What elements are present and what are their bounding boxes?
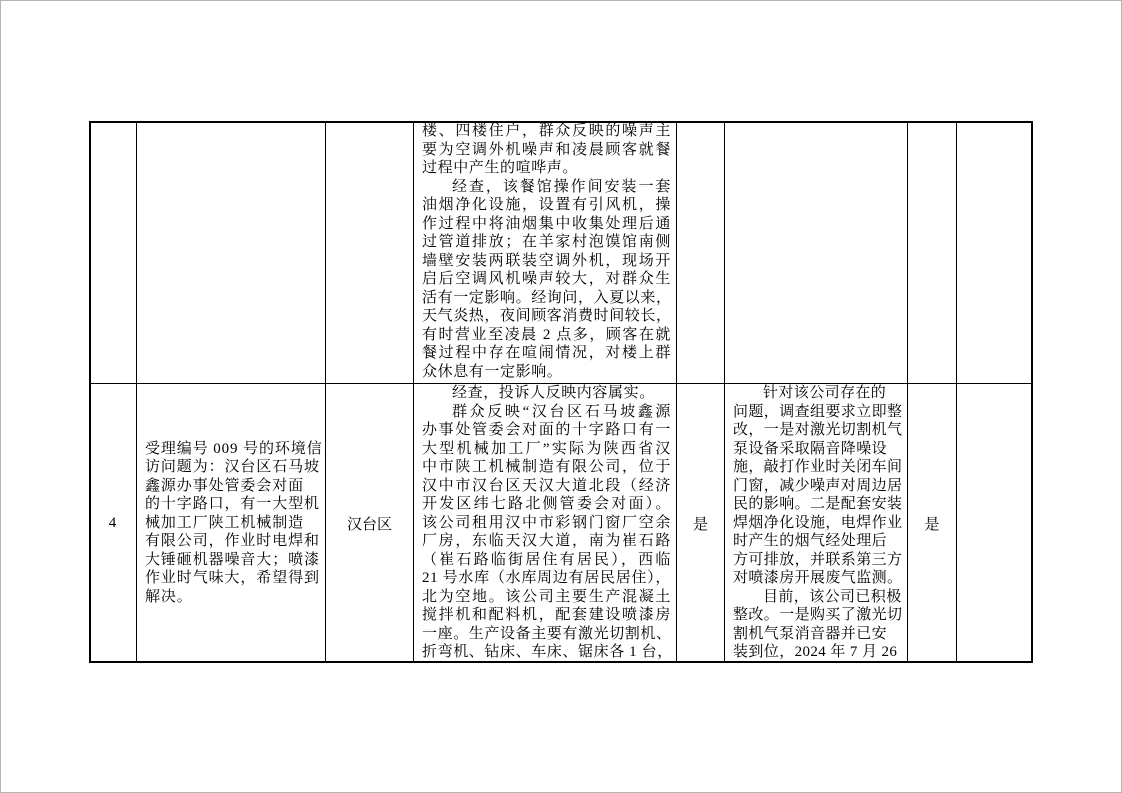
text-line: 焊烟净化设施，电焊作业 [733, 514, 903, 531]
text-line: 整改。一是购买了激光切 [733, 607, 903, 623]
text-line: （崔石路临街居住有居民），西临 [422, 551, 671, 568]
cell-issue [137, 121, 326, 384]
text-line: 大型机械加工厂”实际为陕西省汉 [422, 440, 671, 457]
text-line: 经查，该餐馆操作间安装一套 [452, 178, 671, 195]
text-line: 天气炎热，夜间顾客消费时间较长， [422, 308, 672, 324]
text-line: 解决。 [145, 588, 193, 605]
text-line: 油烟净化设施，设置有引风机，操 [422, 197, 671, 213]
cell-investigation [414, 121, 677, 384]
text-line: 对喷漆房开展废气监测。 [733, 570, 903, 586]
text-line: 问题，调查组要求立即整 [733, 403, 903, 420]
text-line: 时产生的烟气经处理后 [733, 533, 888, 549]
text-line: 作业时气味大，希望得到 [145, 570, 320, 587]
cell-handling [725, 121, 908, 384]
text-line: 的十字路口，有一大型机 [145, 496, 320, 513]
text-line: 启后空调风机噪声较大，对群众生 [422, 271, 671, 287]
cell-district [326, 121, 414, 384]
text-line: 厂房，东临天汉大道，南为崔石路 [422, 533, 671, 549]
text-line: 械加工厂陕工机械制造 [145, 514, 305, 531]
cell-district [326, 384, 414, 663]
text-line: 施，敲打作业时关闭车间 [733, 459, 903, 475]
text-line: 割机气泵消音器并已安 [733, 625, 888, 642]
text-line: 受理编号 009 号的环境信 [145, 440, 323, 457]
text-line: 门窗，减少噪声对周边居 [733, 477, 903, 494]
text-line: 该公司租用汉中市彩钢门窗厂空余 [422, 514, 671, 531]
table-row [89, 121, 1033, 384]
district-name: 汉台区 [346, 516, 392, 533]
text-line: 折弯机、钻床、车床、锯床各 1 台， [422, 644, 673, 660]
resolved-value: 是 [924, 516, 940, 533]
cell-issue [137, 384, 326, 663]
text-line: 墙壁安装两联装空调外机，现场开 [422, 252, 671, 269]
text-line: 北为空地。该公司主要生产混凝土 [422, 588, 671, 605]
text-line: 办事处管委会对面的十字路口有一 [422, 422, 671, 438]
cell-remark [957, 384, 1033, 663]
text-line: 中市陕工机械制造有限公司，位于 [422, 459, 671, 475]
cell-remark [957, 121, 1033, 384]
text-line: 群众反映“汉台区石马坡鑫源 [452, 403, 671, 420]
seq-number: 4 [108, 514, 117, 531]
text-line: 21 号水库（水库周边有居民居住）， [422, 570, 671, 586]
text-line: 作过程中将油烟集中收集处理后通 [422, 215, 671, 232]
text-line: 众休息有一定影响。 [422, 363, 563, 380]
text-line: 搅拌机和配料机，配套建设喷漆房 [422, 607, 671, 623]
text-line: 大锤砸机器噪音大；喷漆 [145, 551, 320, 568]
cell-investigation [414, 384, 677, 663]
table-row [89, 384, 1033, 663]
text-line: 餐过程中存在喧闹情况，对楼上群 [422, 345, 671, 361]
text-line: 汉中市汉台区天汉大道北段（经济 [422, 477, 671, 494]
cell-seq [89, 384, 137, 663]
text-line: 一座。生产设备主要有激光切割机、 [422, 625, 672, 642]
cell-resolved [908, 121, 957, 384]
text-line: 有时营业至凌晨 2 点多，顾客在就 [422, 326, 671, 343]
text-line: 目前，该公司已积极 [763, 588, 902, 605]
text-line: 民的影响。二是配套安装 [733, 496, 903, 512]
text-line: 鑫源办事处管委会对面 [145, 477, 305, 494]
text-line: 针对该公司存在的 [763, 385, 887, 401]
text-line: 要为空调外机噪声和凌晨顾客就餐 [422, 141, 671, 158]
text-line: 楼、四楼住户，群众反映的噪声主 [422, 123, 671, 139]
text-line: 改，一是对激光切割机气 [733, 422, 903, 438]
text-line: 方可排放，并联系第三方 [733, 551, 903, 568]
text-line: 访问题为：汉台区石马坡 [145, 459, 320, 476]
cell-seq [89, 121, 137, 384]
cell-resolved [908, 384, 957, 663]
cell-verified [677, 384, 725, 663]
cell-handling [725, 384, 908, 663]
text-line: 经查，投诉人反映内容属实。 [452, 385, 655, 401]
text-line: 过程中产生的喧哗声。 [422, 160, 579, 176]
complaint-table [89, 121, 1033, 663]
text-line: 过管道排放；在羊家村泡馍馆南侧 [422, 234, 671, 250]
verified-value: 是 [692, 516, 708, 533]
cell-verified [677, 121, 725, 384]
text-line: 装到位，2024 年 7 月 26 [733, 644, 898, 660]
text-line: 开发区纬七路北侧管委会对面）。 [422, 496, 671, 512]
text-line: 活有一定影响。经询问，入夏以来， [422, 289, 672, 306]
text-line: 泵设备采取隔音降噪设 [733, 440, 888, 457]
text-line: 有限公司，作业时电焊和 [145, 533, 320, 550]
